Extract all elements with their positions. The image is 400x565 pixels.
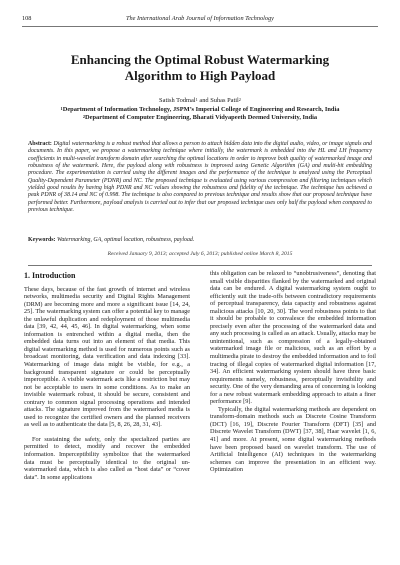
keywords bbox=[28, 237, 372, 244]
right-column bbox=[210, 270, 376, 474]
keywords-label: Keywords: bbox=[28, 237, 56, 243]
affiliation-2-sup: 2 bbox=[82, 114, 86, 120]
running-head bbox=[22, 14, 378, 27]
author-names bbox=[20, 97, 380, 106]
abstract-text: Digital watermarking is a robust method that allows a person to attach hidden data into the digital audio, video, or image signals and documents. In this paper, we propose a watermarking technique where initially, the watermark is embedded into the HL and LH frequency coefficients in multi-wavelet transform domain after searching the optimal locations in order to improve both quality of watermarked image and robustness of the watermark. Here, the payload along with robustness is improved using Genetic Algorithm (GA) and multi-bit embedding procedure. The experimentation is carried using the different images and the performance of the technique is analyzed using the Perceptual Quality-Dependent Parameter (PDNR) and NC. The proposed technique is evaluated using various compression and filtering techniques which yielded good results by having high PDNR and NC values showing the robustness and fidelity of the technique. The technique has achieved a peak PDNR of 38.14 and NC of 0.998. The technique is also compared to previous technique and results show that our proposed technique have performed better. Furthermore, payload analysis is carried out to infer that our proposed technique uses only half the payload when compared to previous technique. bbox=[28, 141, 372, 214]
affiliation-1-text: Department of Information Technology, JSPM’s Imperial College of Engineering and Research, India bbox=[62, 105, 340, 113]
abstract-label: Abstract: bbox=[28, 141, 52, 147]
abstract bbox=[28, 141, 372, 214]
paragraph: Typically, the digital watermarking methods are dependent on transform-domain methods such as Discrete Cosine Transform (DCT) [16, 19], Discrete Fourier Transform (DFT) [35] and Discrete Wavelet Transform (DWT) [37, 38], Haar wavelet [1, 6, 41] and more. At present, some digital watermarking methods have been proposed based on wavelet transform. The use of Artificial Intelligence (AI) techniques in the watermarking schemes can improve the presentation in an efficient way. Optimization bbox=[210, 405, 376, 474]
keywords-text: Watermarking, GA, optimal location, robustness, payload. bbox=[56, 237, 195, 243]
publication-dates: Received January 9, 2013; accepted July 6, 2013; published online March 8, 2015 bbox=[28, 251, 372, 266]
author-block bbox=[20, 97, 380, 123]
page-number: 108 bbox=[22, 15, 32, 22]
author-and: and bbox=[199, 97, 209, 104]
left-column bbox=[24, 272, 190, 481]
author-1-sup: 1 bbox=[195, 97, 198, 102]
affiliation-1 bbox=[20, 106, 380, 115]
title-line-2: Algorithm to High Payload bbox=[124, 68, 276, 83]
affiliation-2 bbox=[20, 114, 380, 123]
section-heading: 1. Introduction bbox=[24, 271, 76, 280]
author-2: Suhas Patil bbox=[210, 97, 239, 104]
paragraph: this obligation can be relaxed to “unobtrusiveness”, denoting that small visible disparities flanked by the watermarked and original data can be endured. A digital watermarking system ought to efficiently suit the trade-offs between contradictory requirements of perceptual transparency, data capacity and robustness against malicious attacks [10, 20, 30]. The word robustness points to that it should be probable to convalesce the embedded information precisely even after the processing of the watermarked data and any such processing is called as an attack. Usually, attacks may be unintentional, such as compression of a legally-obtained watermarked image file or malicious, such as an effort by a multimedia pirate to destroy the embedded information and to foil tracing of illegal copies of watermarked digital information [17, 34]. An efficient watermarking system should have three basic requirements namely, robustness, perceptually invisibility and security. One of the very demanding area of concerning is looking for a new robust watermark embedding approach to attain a finer performance [9]. bbox=[210, 270, 376, 406]
paragraph: For sustaining the safety, only the specialized parties are permitted to detect, modify and recover the embedded information. Imperceptibility symbolize that the watermarked data must be perceptually identical to the original un-watermarked data, which is also called as “host data” or “cover data”. In some applications bbox=[24, 435, 190, 481]
paper-title bbox=[20, 52, 380, 84]
author-2-sup: 2 bbox=[238, 97, 241, 102]
author-1: Satish Todmal bbox=[159, 97, 196, 104]
journal-name: The International Arab Journal of Information Technology bbox=[126, 15, 274, 22]
affiliation-1-sup: 1 bbox=[60, 105, 63, 111]
affiliation-2-text: Department of Computer Engineering, Bharati Vidyapeeth Deemed University, India bbox=[85, 114, 318, 122]
title-line-1: Enhancing the Optimal Robust Watermarking bbox=[70, 52, 330, 67]
paragraph: These days, because of the fast growth of internet and wireless networks, multimedia security and Digital Rights Management (DRM) are becoming more and more a significant issue [14, 24, 25]. The watermarking system can offer a potential key to manage the unlawful duplication and redeployment of those multimedia data [39, 42, 44, 45, 46]. In digital watermarking, when some information is entrenched within a digital media, then the embedded data turns out into an element of that media. This digital watermarking method is used for numerous points such as broadcast monitoring, data verification and data indexing [33]. Watermarking of image data might be visible, for e.g., a background transparent signature or could be perceptually imperceptible. A visible watermark acts like a restriction but may not be acceptable to users in some conditions. As to make an invisible watermark robust, it should be secure, consistent and contrary to common signal processing operations and intended attacks. The signature improved from the watermarked media is used to recognize the certified owners and the planned receivers as well as to authenticate the data [5, 8, 26, 28, 31, 43]. bbox=[24, 285, 190, 429]
